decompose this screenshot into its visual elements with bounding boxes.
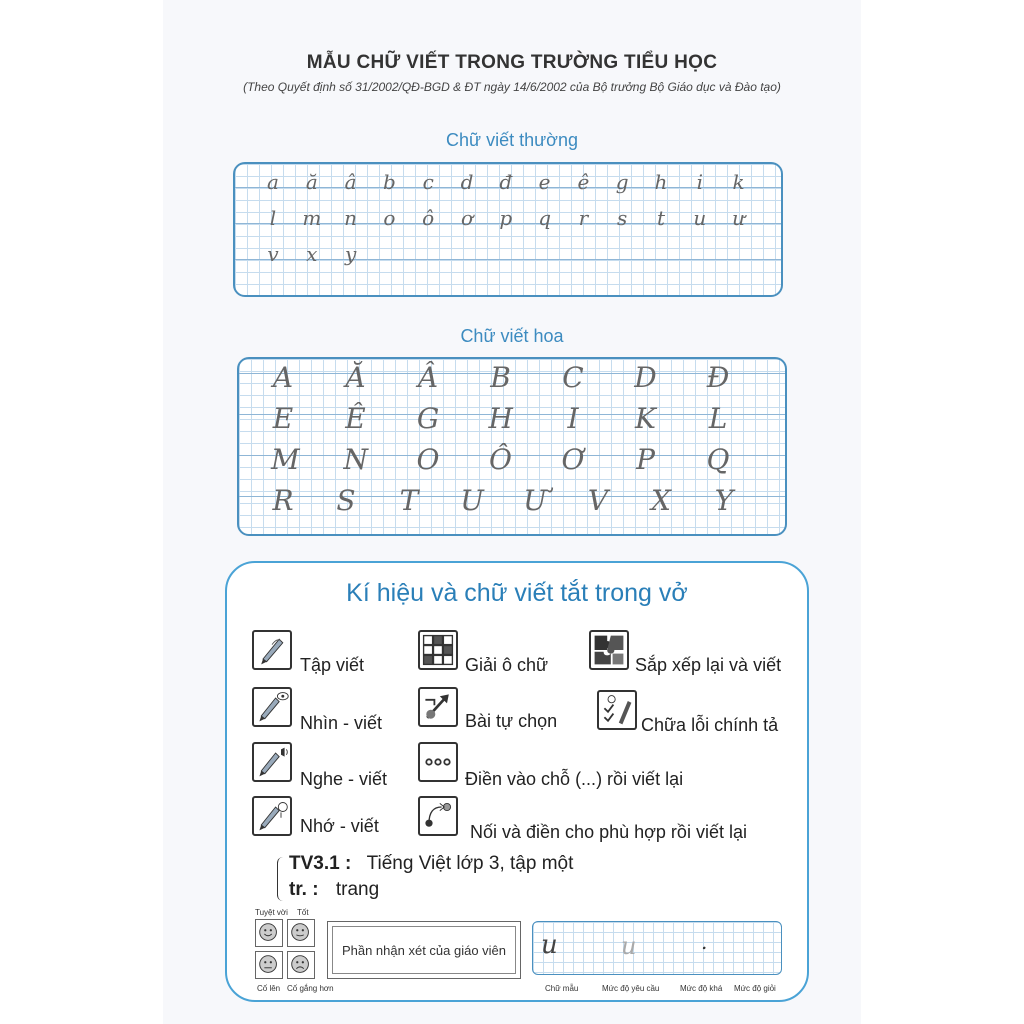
letter-I: I (567, 402, 579, 435)
letter-T: T (399, 484, 419, 517)
letter-d: d (460, 170, 474, 194)
abbreviation-meaning: trang (335, 879, 380, 900)
letter-O: O (416, 443, 440, 476)
letter-G: G (416, 402, 440, 435)
letter-ư: ư (732, 206, 746, 230)
symbol-label: Điền vào chỗ (...) rồi viết lại (465, 769, 684, 789)
abbreviation-code: tr. : (289, 879, 319, 900)
letter-B: B (490, 361, 511, 394)
symbol-label: Nối và điền cho phù hợp rồi viết lại (470, 822, 747, 842)
sample-letter: . (701, 930, 708, 954)
letter-t: t (656, 206, 666, 230)
letter-Â: Â (417, 361, 439, 394)
letter-e: e (538, 170, 551, 194)
letter-S: S (336, 484, 356, 517)
letter-â: â (344, 170, 357, 194)
letter-D: D (634, 361, 657, 394)
letter-L: L (708, 402, 728, 435)
sample-label: Mức độ khá (680, 984, 723, 993)
letter-ô: ô (422, 206, 435, 230)
letter-Ơ: Ơ (561, 443, 585, 476)
symbol-label: Sắp xếp lại và viết (635, 655, 782, 675)
letter-ơ: ơ (460, 206, 474, 230)
symbols-title: Kí hiệu và chữ viết tắt trong vở (346, 579, 688, 607)
teacher-comment-label: Phần nhận xét của giáo viên (332, 926, 516, 974)
connect-icon (418, 796, 458, 836)
symbol-label: Nhớ - viết (300, 816, 379, 836)
smiley-good-icon[interactable] (287, 919, 315, 947)
sample-writing-grid (532, 921, 782, 975)
puzzle-icon (589, 630, 629, 670)
letter-P: P (636, 443, 655, 476)
letter-E: E (272, 402, 294, 435)
pen-memory-icon (252, 796, 292, 836)
letter-C: C (562, 361, 584, 394)
letter-o: o (383, 206, 396, 230)
page-title: MẪU CHỮ VIẾT TRONG TRƯỜNG TIỂU HỌC (306, 52, 718, 73)
letter-g: g (615, 170, 629, 194)
letter-r: r (578, 206, 589, 230)
letter-U: U (460, 484, 484, 517)
symbol-label: Nghe - viết (300, 769, 388, 789)
abbreviation-meaning: Tiếng Việt lớp 3, tập một (366, 853, 574, 874)
letter-y: y (344, 242, 357, 266)
letter-ê: ê (577, 170, 590, 194)
letter-H: H (488, 402, 513, 435)
letter-b: b (382, 170, 396, 194)
dots-icon (418, 742, 458, 782)
letter-p: p (499, 206, 513, 230)
letter-l: l (269, 206, 277, 230)
letter-M: M (271, 443, 300, 476)
letter-x: x (306, 242, 318, 266)
rating-label: Cố gắng hơn (287, 984, 334, 993)
letter-k: k (732, 170, 745, 194)
smiley-try-harder-icon[interactable] (287, 951, 315, 979)
letter-Ô: Ô (489, 443, 512, 476)
symbol-label: Tập viết (300, 655, 365, 675)
worksheet-page (163, 0, 861, 1024)
abbreviation-row (289, 853, 573, 875)
letter-u: u (693, 206, 707, 230)
letter-Q: Q (706, 443, 730, 476)
smiley-excellent-icon[interactable] (255, 919, 283, 947)
abbreviation-code: TV3.1 : (289, 853, 352, 874)
letter-V: V (587, 484, 609, 517)
abbreviation-row (289, 879, 379, 901)
letter-h: h (654, 170, 668, 194)
letter-s: s (617, 206, 628, 230)
letter-N: N (343, 443, 368, 476)
spelling-check-icon (597, 690, 637, 730)
uppercase-grid (237, 357, 787, 536)
smiley-try-icon[interactable] (255, 951, 283, 979)
letter-ă: ă (305, 170, 318, 194)
letter-v: v (267, 242, 279, 266)
letter-c: c (422, 170, 434, 194)
teacher-comment-box[interactable] (327, 921, 521, 979)
rating-label: Tuyệt vời (255, 908, 288, 917)
sample-label: Mức độ giỏi (734, 984, 776, 993)
choice-arrow-icon (418, 687, 458, 727)
uppercase-heading: Chữ viết hoa (460, 326, 564, 346)
page-subtitle: (Theo Quyết định số 31/2002/QĐ-BGD & ĐT ngày 14/6/2002 của Bộ trưởng Bộ Giáo dục và Đào tạo) (243, 80, 781, 94)
letter-đ: đ (499, 170, 513, 194)
letter-R: R (272, 484, 294, 517)
abbreviation-bracket (277, 857, 284, 901)
letter-Đ: Đ (706, 361, 730, 394)
letter-a: a (267, 170, 279, 194)
sample-label: Chữ mẫu (545, 984, 579, 993)
lowercase-heading: Chữ viết thường (446, 130, 578, 150)
letter-A: A (272, 361, 294, 394)
sample-label: Mức độ yêu cầu (602, 984, 660, 993)
sample-letter: u (541, 930, 558, 960)
letter-Ê: Ê (345, 402, 366, 435)
letter-n: n (344, 206, 358, 230)
symbol-label: Chữa lỗi chính tả (641, 715, 779, 735)
symbol-label: Giải ô chữ (465, 655, 549, 675)
letter-K: K (635, 402, 656, 435)
letter-i: i (696, 170, 703, 194)
pen-eye-icon (252, 687, 292, 727)
pen-sound-icon (252, 742, 292, 782)
rating-label: Cố lên (257, 984, 281, 993)
lowercase-grid (233, 162, 783, 297)
letter-Ư: Ư (523, 484, 547, 517)
letter-Ă: Ă (345, 361, 366, 394)
letter-q: q (538, 206, 551, 230)
rating-label: Tốt (297, 908, 309, 917)
letter-m: m (302, 206, 322, 230)
crossword-icon (418, 630, 458, 670)
symbol-label: Nhìn - viết (300, 713, 383, 733)
letter-X: X (651, 484, 671, 517)
symbols-panel (225, 561, 809, 1002)
letter-Y: Y (714, 484, 734, 517)
pen-icon (252, 630, 292, 670)
symbol-label: Bài tự chọn (465, 711, 558, 731)
sample-letter: u (621, 932, 637, 960)
